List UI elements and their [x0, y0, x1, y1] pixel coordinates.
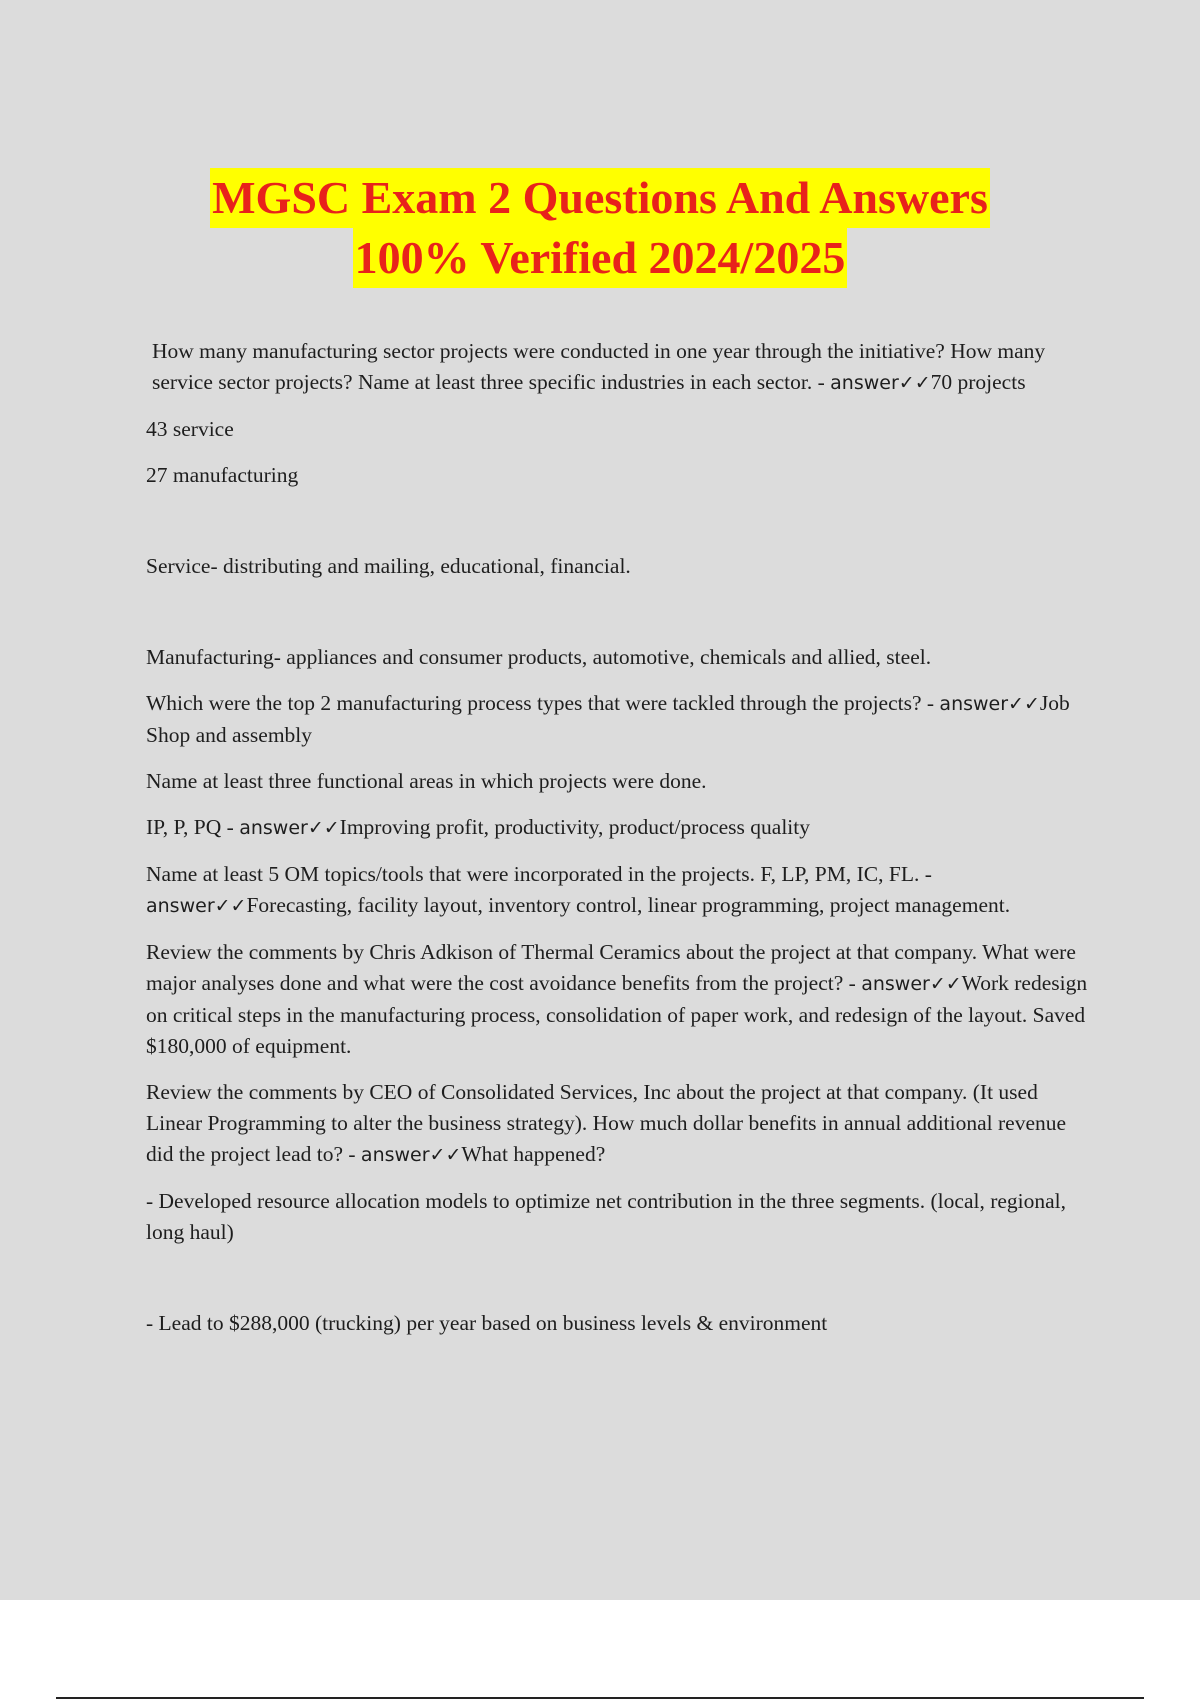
answer-marker: answer✓✓ — [861, 973, 962, 995]
question-text: Which were the top 2 manufacturing process types that were tackled through the projects? - — [146, 691, 935, 715]
question-paragraph — [146, 859, 1096, 922]
document-body — [146, 336, 1096, 1354]
question-paragraph — [146, 336, 1096, 399]
question-paragraph — [146, 688, 1096, 751]
question-text: What were major analyses done and what were the cost avoidance benefits from the project? - — [146, 940, 1076, 995]
answer-text: Forecasting, facility layout, inventory control, linear programming, project management. — [246, 893, 1011, 917]
question-paragraph — [146, 937, 1096, 1062]
answer-marker: answer✓✓ — [239, 817, 340, 839]
answer-line: - Lead to $288,000 (trucking) per year based on business levels & environment — [146, 1311, 828, 1335]
answer-marker: answer✓✓ — [939, 693, 1040, 715]
answer-text: What happened? — [461, 1142, 606, 1166]
answer-text: Job Shop and assembly — [146, 691, 1070, 747]
answer-text: Improving profit, productivity, product/process quality — [339, 815, 810, 839]
answer-text: Work redesign on critical steps in the manufacturing process, consolidation of paper work, and redesign of the layout. Saved $180,000 of equipment. — [146, 971, 1088, 1058]
question-paragraph — [146, 1077, 1096, 1171]
answer-marker: answer✓✓ — [360, 1144, 462, 1166]
answer-line: Manufacturing- appliances and consumer products, automotive, chemicals and allied, steel. — [146, 645, 932, 669]
answer-paragraph — [146, 812, 1096, 844]
question-text: Review the comments by Chris Adkison of Thermal Ceramics about the project at that company. — [146, 940, 978, 964]
answer-line: - Developed resource allocation models to optimize net contribution in the three segments. (local, regional, long haul) — [146, 1189, 1067, 1244]
question-text: How many service sector projects? Name at least three specific industries in each sector. - — [152, 339, 1046, 394]
answer-marker: answer✓✓ — [830, 372, 931, 394]
answer-line: Service- distributing and mailing, educational, financial. — [146, 554, 631, 578]
answer-line: 43 service — [146, 417, 234, 441]
question-text: Review the comments by CEO of Consolidated Services, Inc about the project at that company. — [146, 1080, 968, 1104]
answer-text: 70 projects — [930, 370, 1026, 394]
document-title — [0, 168, 1200, 288]
footer-divider — [56, 1697, 1144, 1699]
question-paragraph: Name at least three functional areas in which projects were done. — [146, 769, 707, 793]
question-text: (It used Linear Programming to alter the business strategy). How much dollar benefits in annual additional revenue did the project lead to? - — [146, 1080, 1067, 1166]
answer-marker: answer✓✓ — [146, 895, 247, 917]
answer-line: 27 manufacturing — [146, 463, 299, 487]
title-line-1: MGSC Exam 2 Questions And Answers — [210, 168, 990, 228]
question-text: IP, P, PQ - — [146, 815, 240, 839]
title-line-2: 100% Verified 2024/2025 — [353, 228, 848, 288]
question-text: How many manufacturing sector projects were conducted in one year through the initiative? — [152, 339, 945, 363]
question-text: Name at least 5 OM topics/tools that were incorporated in the projects. F, LP, PM, IC, FL. - — [146, 862, 932, 886]
